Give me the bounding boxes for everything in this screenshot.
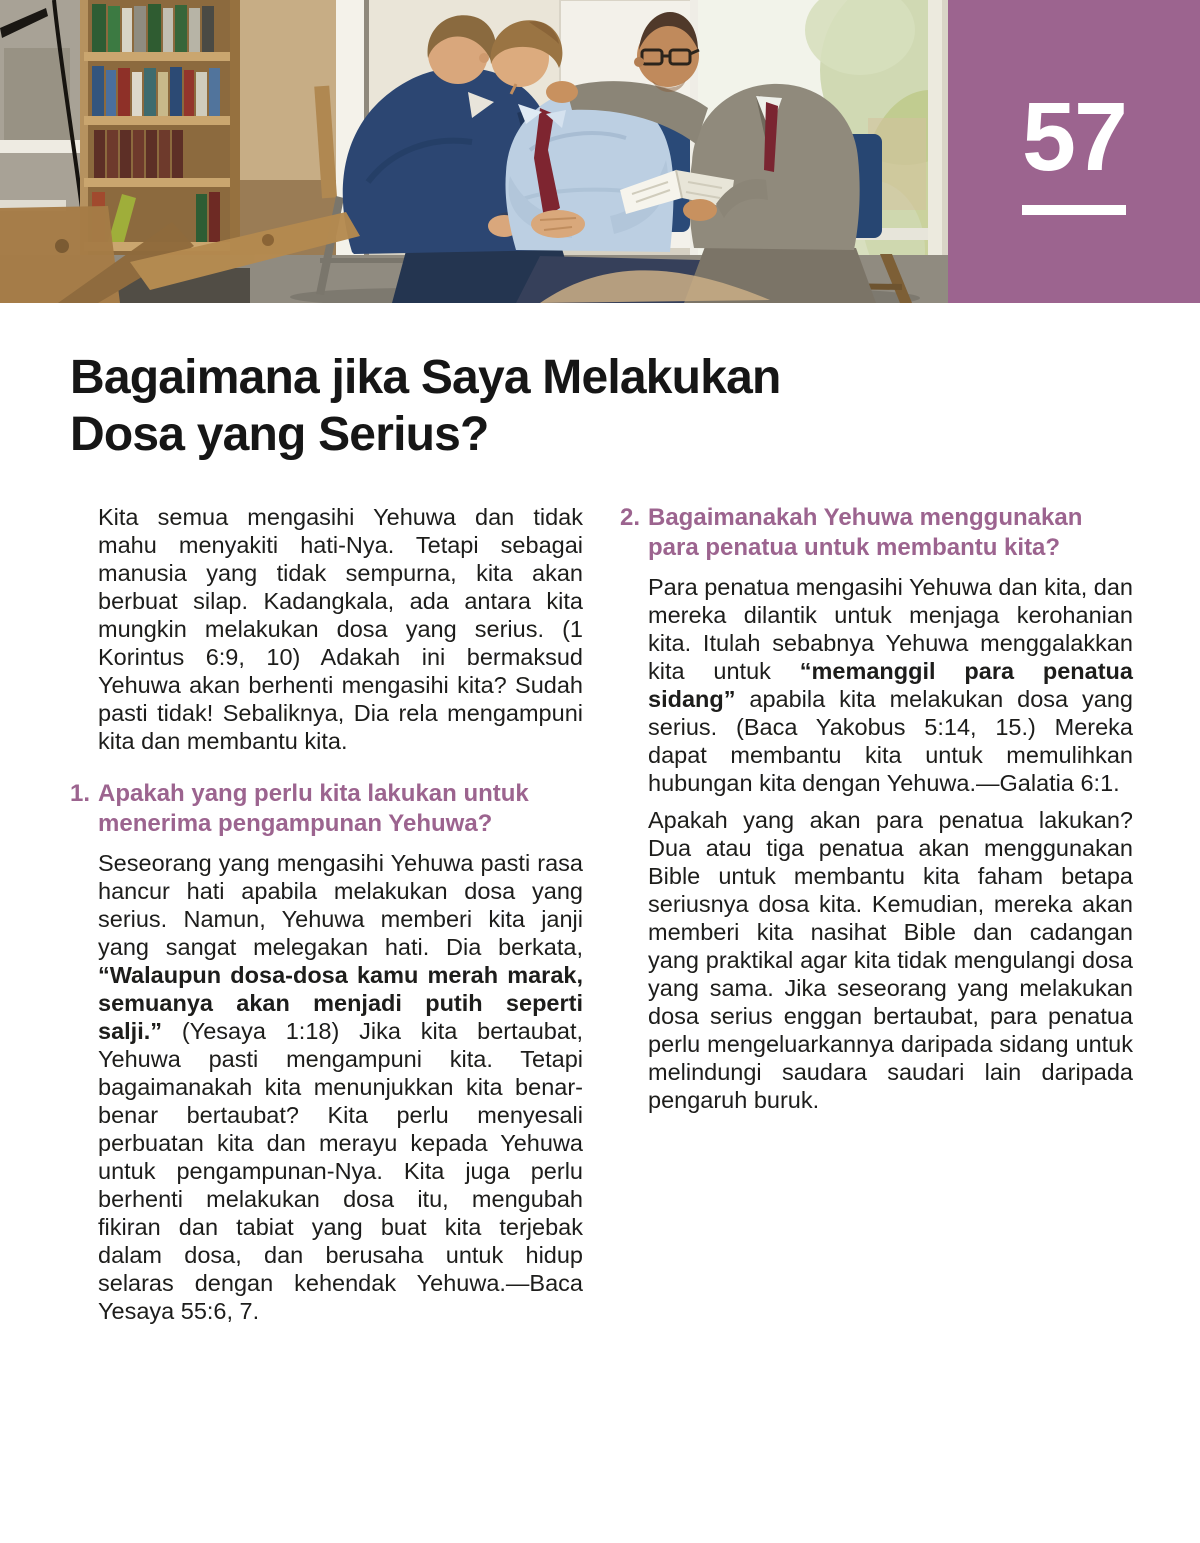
question-2-paragraph-2: Apakah yang akan para penatua lakukan? Dua atau tiga penatua akan menggunakan Bible untuk membantu kita faham betapa seriusnya dosa kita. Kemudian, mereka akan memberi kita nasihat Bible dan cadangan yang praktikal agar kita tidak mengulangi dosa yang sama. Jika seseorang yang melakukan dosa serius enggan bertaubat, para penatua perlu mengeluarkannya daripada sidang untuk melindungi saudara saudari lain daripada pengaruh buruk. bbox=[648, 807, 1133, 1113]
column-left bbox=[70, 503, 583, 1325]
question-2-number: 2. bbox=[620, 504, 641, 531]
question-1-number: 1. bbox=[70, 780, 91, 807]
lesson-number: 57 bbox=[1022, 82, 1126, 191]
question-2-paragraph-1: Para penatua mengasihi Yehuwa dan kita, dan mereka dilantik untuk menjaga kerohanian kita. Itulah sebabnya Yehuwa menggalakkan kita untuk “memanggil para penatua sidang” apabila kita melakukan dosa yang serius. (Baca Yakobus 5:14, 15.) Mereka dapat membantu kita untuk memulihkan hubungan kita dengan Yehuwa.—Galatia 6:1. bbox=[648, 574, 1133, 796]
lesson-number-box bbox=[948, 0, 1200, 303]
column-right bbox=[620, 503, 1133, 1325]
page-title: Bagaimana jika Saya Melakukan Dosa yang Serius? bbox=[70, 351, 781, 461]
question-1-paragraph: Seseorang yang mengasihi Yehuwa pasti rasa hancur hati apabila melakukan dosa yang serius. Namun, Yehuwa memberi kita janji yang sangat melegakan hati. Dia berkata, “Walaupun dosa-dosa kamu merah marak, semuanya akan menjadi putih seperti salji.” (Yesaya 1:18) Jika kita bertaubat, Yehuwa pasti mengampuni kita. Tetapi bagaimanakah kita menunjukkan kita benar-benar bertaubat? Kita perlu menyesali perbuatan kita dan merayu kepada Yehuwa untuk pengampunan-Nya. Kita juga perlu berhenti melakukan dosa itu, mengubah fikiran dan tabiat yang buat kita terjebak dalam dosa, dan berusaha untuk hidup selaras dengan kehendak Yehuwa.—Baca Yesaya 55:6, 7. bbox=[98, 850, 583, 1324]
question-1-heading-text: Apakah yang perlu kita lakukan untuk menerima pengampunan Yehuwa? bbox=[98, 780, 529, 837]
content-columns bbox=[70, 503, 1133, 1325]
question-2-heading bbox=[620, 503, 1133, 563]
lesson-underline bbox=[1022, 205, 1126, 215]
question-2-heading-text: Bagaimanakah Yehuwa menggunakan para penatua untuk membantu kita? bbox=[648, 504, 1083, 561]
question-1-heading bbox=[70, 779, 583, 839]
hero-banner bbox=[0, 0, 1200, 303]
intro-paragraph: Kita semua mengasihi Yehuwa dan tidak mahu menyakiti hati-Nya. Tetapi sebagai manusia yang tidak sempurna, kita akan berbuat silap. Kadangkala, ada antara kita mungkin melakukan dosa yang serius. (1 Korintus 6:9, 10) Adakah ini bermaksud Yehuwa akan berhenti mengasihi kita? Sudah pasti tidak! Sebaliknya, Dia rela mengampuni kita dan membantu kita. bbox=[98, 504, 583, 754]
counseling-photo-illustration bbox=[0, 0, 948, 303]
